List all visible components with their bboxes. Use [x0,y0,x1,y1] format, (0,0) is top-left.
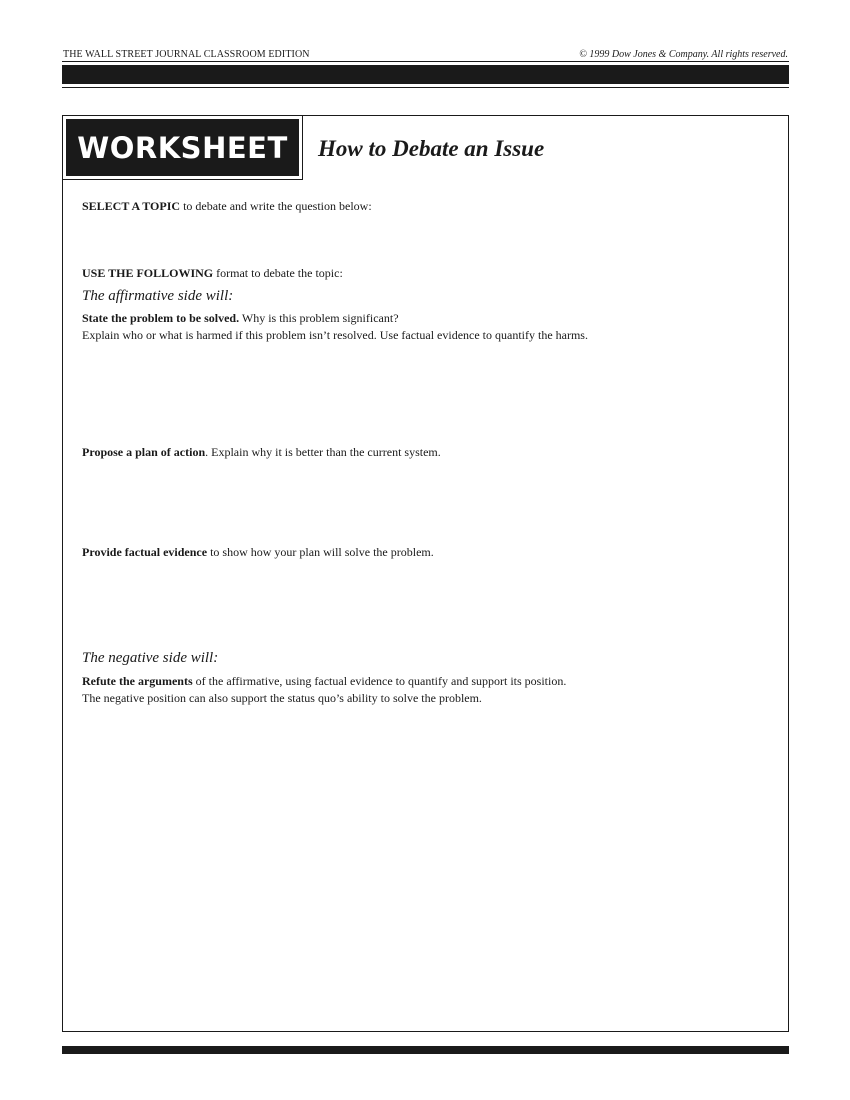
affirmative-problem-lead: State the problem to be solved. [82,311,240,325]
affirmative-plan-lead: Propose a plan of action [82,445,206,459]
negative-refute-text: of the affirmative, using factual evidence to quantify and support its position. [192,674,567,688]
affirmative-plan-text: . Explain why it is better than the current system. [205,445,441,459]
select-topic-text: to debate and write the question below: [180,199,372,213]
affirmative-problem-text: Why is this problem significant? [239,311,399,325]
affirmative-evidence-lead: Provide factual evidence [82,545,208,559]
affirmative-evidence [82,544,434,561]
affirmative-evidence-text: to show how your plan will solve the problem. [207,545,434,559]
affirmative-heading: The affirmative side will: [82,288,234,304]
worksheet-label-box [63,116,303,180]
footer-bar [62,1046,789,1054]
header-bar [62,65,789,84]
negative-refute-line2: The negative position can also support the status quo’s ability to solve the problem. [82,691,482,705]
select-topic-instruction [82,198,372,215]
worksheet-frame [62,115,789,1032]
negative-refute-lead: Refute the arguments [82,674,193,688]
use-following-lead: USE THE FOLLOWING [82,266,214,280]
worksheet-label: WORKSHEET [66,119,299,176]
header-rule-bottom [62,87,789,88]
use-following-instruction [82,265,343,282]
affirmative-problem [82,310,399,327]
negative-refute [82,673,566,690]
publication-name: THE WALL STREET JOURNAL CLASSROOM EDITION [63,49,310,60]
copyright-notice: © 1999 Dow Jones & Company. All rights reserved. [579,49,788,60]
header-rule-top [62,61,789,62]
select-topic-lead: SELECT A TOPIC [82,199,181,213]
worksheet-title: How to Debate an Issue [318,136,545,161]
affirmative-plan [82,444,441,461]
negative-heading: The negative side will: [82,650,219,666]
use-following-text: format to debate the topic: [213,266,343,280]
affirmative-problem-line2: Explain who or what is harmed if this problem isn’t resolved. Use factual evidence to quantify the harms. [82,328,588,342]
